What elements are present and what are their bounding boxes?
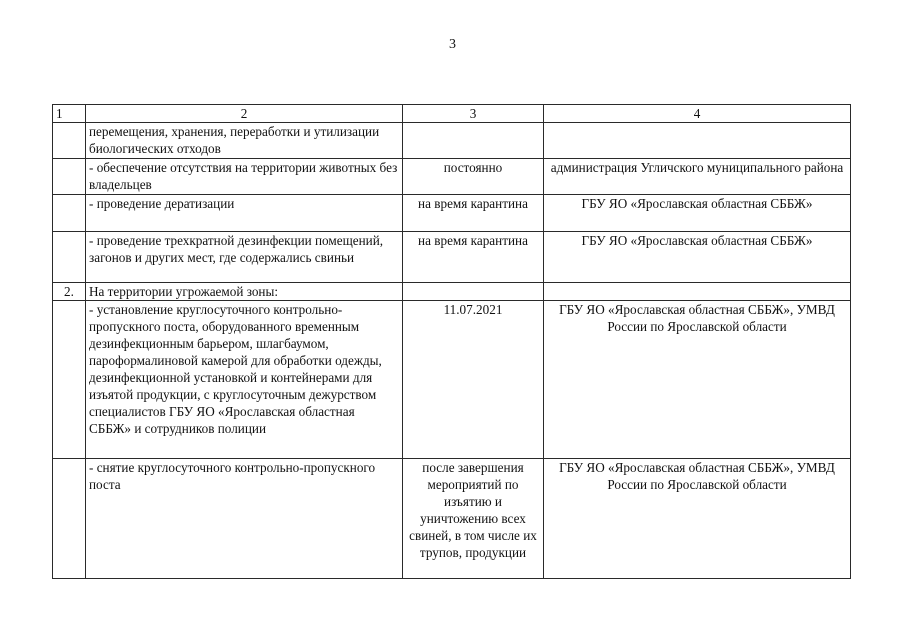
row-number xyxy=(53,159,86,195)
action-cell: - проведение трехкратной дезинфекции помещений, загонов и других мест, где содержались свиньи xyxy=(86,232,403,283)
header-cell: 2 xyxy=(86,105,403,123)
action-cell: - снятие круглосуточного контрольно-пропускного поста xyxy=(86,459,403,579)
row-number xyxy=(53,123,86,159)
header-cell: 1 xyxy=(53,105,86,123)
term-cell xyxy=(403,123,544,159)
responsible-cell: ГБУ ЯО «Ярославская областная СББЖ» xyxy=(544,195,851,232)
table-row xyxy=(53,283,851,301)
row-number xyxy=(53,232,86,283)
page-number: 3 xyxy=(449,37,456,52)
action-cell: - установление круглосуточного контрольно-пропускного поста, оборудованного временным дезинфекционным барьером, шлагбаумом, пароформалиновой камерой для обработки одежды, дезинфекционной установкой и контейнерами для изъятой продукции, с круглосуточным дежурством специалистов ГБУ ЯО «Ярославская областная СББЖ» и сотрудников полиции xyxy=(86,301,403,459)
term-cell: на время карантина xyxy=(403,232,544,283)
table-row xyxy=(53,123,851,159)
term-cell xyxy=(403,283,544,301)
table-row xyxy=(53,195,851,232)
row-number xyxy=(53,459,86,579)
term-cell: постоянно xyxy=(403,159,544,195)
term-cell: на время карантина xyxy=(403,195,544,232)
term-cell: 11.07.2021 xyxy=(403,301,544,459)
responsible-cell: ГБУ ЯО «Ярославская областная СББЖ», УМВД России по Ярославской области xyxy=(544,301,851,459)
term-cell: после завершения мероприятий по изъятию и уничтожению всех свиней, в том числе их трупов, продукции xyxy=(403,459,544,579)
row-number: 2. xyxy=(53,283,86,301)
action-cell: На территории угрожаемой зоны: xyxy=(86,283,403,301)
responsible-cell: ГБУ ЯО «Ярославская областная СББЖ» xyxy=(544,232,851,283)
action-cell: - обеспечение отсутствия на территории животных без владельцев xyxy=(86,159,403,195)
table-row xyxy=(53,159,851,195)
responsible-cell xyxy=(544,123,851,159)
header-cell: 4 xyxy=(544,105,851,123)
table-row xyxy=(53,232,851,283)
action-cell: перемещения, хранения, переработки и утилизации биологических отходов xyxy=(86,123,403,159)
responsible-cell xyxy=(544,283,851,301)
row-number xyxy=(53,195,86,232)
responsible-cell: администрация Угличского муниципального района xyxy=(544,159,851,195)
measures-table xyxy=(52,104,851,579)
table-row xyxy=(53,459,851,579)
row-number xyxy=(53,301,86,459)
table-header-row xyxy=(53,105,851,123)
table-row xyxy=(53,301,851,459)
action-cell: - проведение дератизации xyxy=(86,195,403,232)
header-cell: 3 xyxy=(403,105,544,123)
responsible-cell: ГБУ ЯО «Ярославская областная СББЖ», УМВД России по Ярославской области xyxy=(544,459,851,579)
